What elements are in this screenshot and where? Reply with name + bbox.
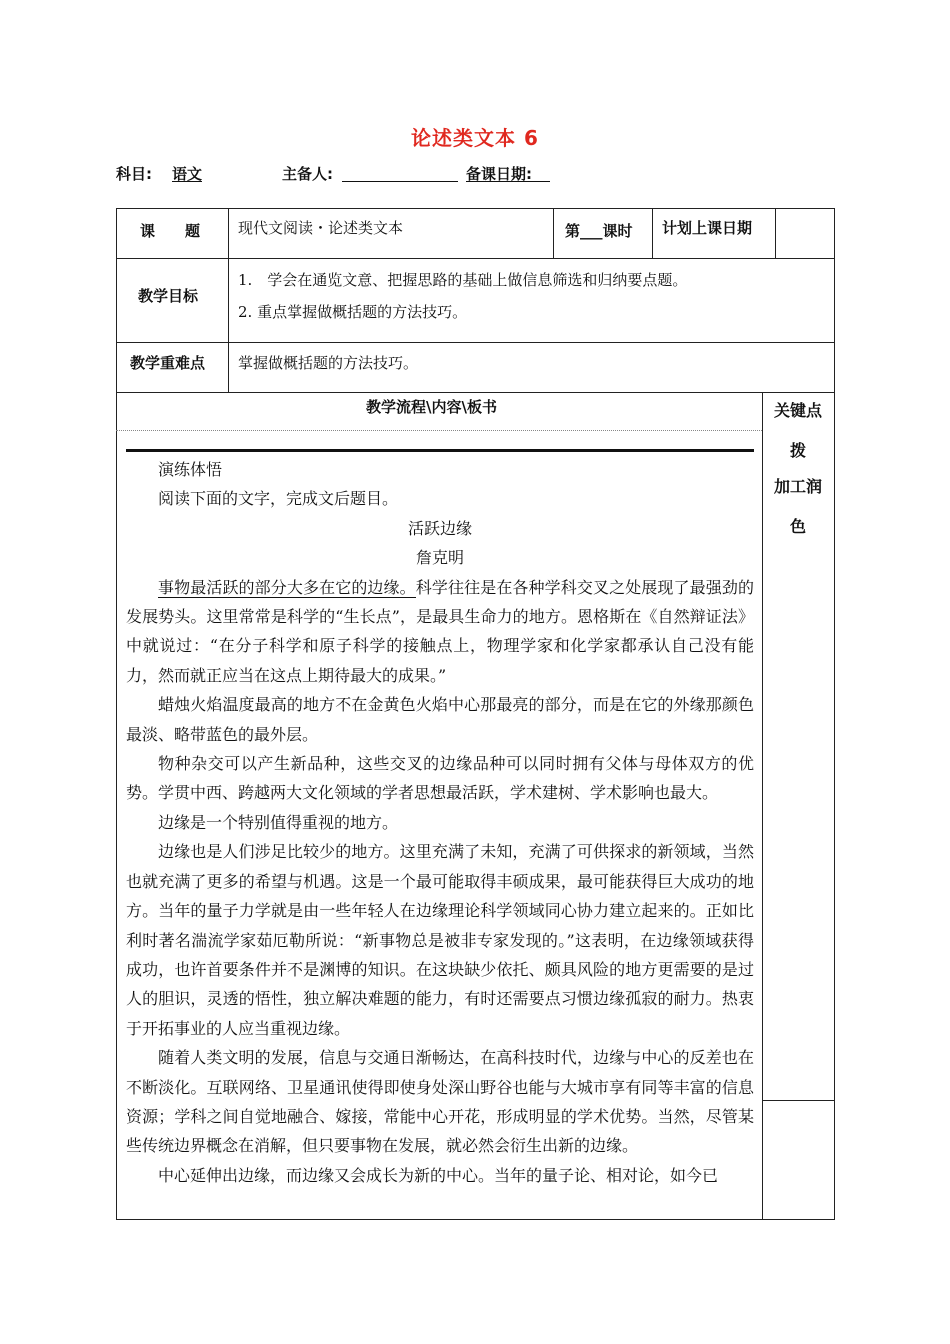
paragraph: 边缘也是人们涉足比较少的地方。这里充满了未知，充满了可供探求的新领域，当然也就充满了更多的希望与机遇。这是一个最可能取得丰硕成果，最可能获得巨大成功的地方。当年的量子力学就是由一些年轻人在边缘理论科学领域同心协力建立起来的。正如比利时著名湍流学家茹厄勒所说：“新事物总是被非专家发现的。”这表明，在边缘领域获得成功，也许首要条件并不是渊博的知识。在这块缺少依托、颇具风险的地方更需要的是过人的胆识，灵透的悟性，独立解决难题的能力，有时还需要点习惯边缘孤寂的耐力。热衷于开拓事业的人应当重视边缘。 bbox=[126, 842, 754, 1038]
side-label: 加工润 bbox=[773, 477, 822, 496]
goal-item: 1. 学会在通览文意、把握思路的基础上做信息筛选和归纳要点题。 bbox=[238, 271, 688, 289]
subject-label: 科目: bbox=[116, 165, 152, 183]
paragraph: 随着人类文明的发展，信息与交通日渐畅达，在高科技时代，边缘与中心的反差也在不断淡化。互联网络、卫星通讯使得即使身处深山野谷也能与大城市享有同等丰富的信息资源；学科之间自觉地融合、嫁接，常能中心开花，形成明显的学术优势。当然，尽管某些传统边界概念在消解，但只要事物在发展，就必然会衍生出新的边缘。 bbox=[126, 1048, 754, 1156]
side-label: 色 bbox=[789, 517, 806, 536]
row-divider bbox=[116, 342, 835, 343]
document-title: 论述类文本 6 bbox=[411, 126, 539, 150]
key-value: 掌握做概括题的方法技巧。 bbox=[238, 354, 419, 372]
instruction: 阅读下面的文字，完成文后题目。 bbox=[158, 489, 399, 509]
col-divider bbox=[762, 392, 763, 1220]
topic-label: 课 题 bbox=[140, 222, 201, 240]
practice-heading: 演练体悟 bbox=[158, 460, 223, 479]
subject-value bbox=[172, 163, 202, 182]
col-divider bbox=[652, 208, 653, 258]
col-divider bbox=[228, 208, 229, 392]
goal-item: 2. 重点掌握做概括题的方法技巧。 bbox=[238, 303, 468, 321]
paragraph: 边缘是一个特别值得重视的地方。 bbox=[158, 812, 399, 832]
topic-value: 现代文阅读・论述类文本 bbox=[238, 219, 404, 237]
plan-date-label: 计划上课日期 bbox=[662, 219, 753, 237]
row-divider bbox=[116, 258, 835, 259]
preparer-label: 主备人: bbox=[282, 165, 333, 183]
lesson-content bbox=[126, 455, 754, 1190]
subject-value-text: 语文 bbox=[172, 165, 203, 183]
side-divider bbox=[762, 1100, 835, 1101]
thick-divider bbox=[126, 449, 754, 452]
paragraph-rest: 科学往往是在各种学科交叉之处展现了最强劲的发展势头。这里常常是科学的“生长点”，是最具生命力的地方。恩格斯在《自然辩证法》中就说过：“在分子科学和原子科学的接触点上，物理学家和化学家都承认自己没有能力，然而就正应当在这点上期待最大的成果。” bbox=[126, 577, 754, 685]
period-label: 第___课时 bbox=[565, 222, 633, 240]
side-label: 拨 bbox=[789, 441, 806, 460]
col-divider bbox=[775, 208, 776, 258]
article-title: 活跃边缘 bbox=[407, 518, 472, 538]
paragraph: 物种杂交可以产生新品种，这些交叉的边缘品种可以同时拥有父体与母体双方的优势。学贯中西、跨越两大文化领域的学者思想最活跃，学术建树、学术影响也最大。 bbox=[126, 754, 754, 803]
flow-header: 教学流程\内容\板书 bbox=[366, 398, 497, 416]
key-label: 教学重难点 bbox=[130, 354, 206, 372]
side-label: 关键点 bbox=[773, 401, 822, 420]
paragraph bbox=[126, 573, 754, 691]
row-divider bbox=[116, 392, 835, 393]
date-underline bbox=[466, 163, 550, 182]
date-label: 备课日期: bbox=[466, 165, 532, 183]
goals-label: 教学目标 bbox=[138, 287, 199, 305]
col-divider bbox=[553, 208, 554, 258]
preparer-blank bbox=[342, 163, 458, 182]
paragraph: 蜡烛火焰温度最高的地方不在金黄色火焰中心那最亮的部分，而是在它的外缘那颜色最淡、略带蓝色的最外层。 bbox=[126, 695, 754, 744]
underlined-thesis: 事物最活跃的部分大多在它的边缘。 bbox=[158, 577, 416, 597]
dotted-divider bbox=[116, 430, 762, 431]
article-author: 詹克明 bbox=[415, 548, 464, 568]
paragraph: 中心延伸出边缘，而边缘又会成长为新的中心。当年的量子论、相对论，如今已 bbox=[158, 1165, 719, 1185]
